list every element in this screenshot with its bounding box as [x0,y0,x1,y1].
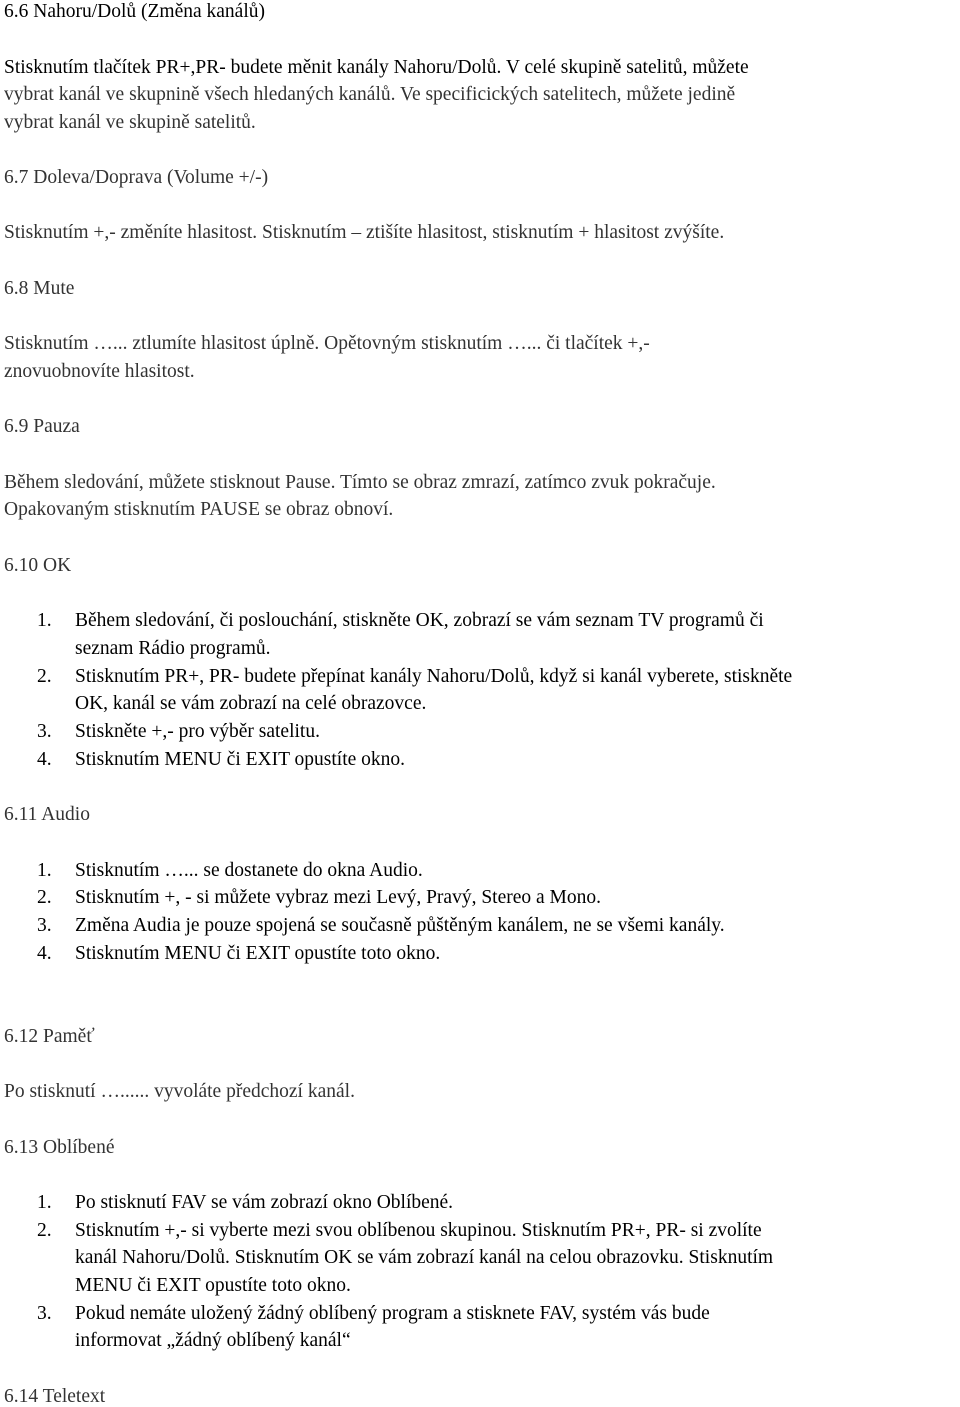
list-item-number: 2. [37,887,52,908]
paragraph-6-12-line-1: Po stisknutí …...... vyvoláte předchozí kanál. [4,1081,355,1102]
list-item-number: 1. [37,1192,52,1213]
list-item-number: 3. [37,1303,52,1324]
list-item-text: kanál Nahoru/Dolů. Stisknutím OK se vám zobrazí kanál na celou obrazovku. Stisknutím [75,1247,774,1268]
heading-6-12: 6.12 Paměť [4,1026,95,1047]
paragraph-6-9-line-1: Během sledování, můžete stisknout Pause. Tímto se obraz zmrazí, zatímco zvuk pokračuje. [4,472,716,493]
list-item-text: seznam Rádio programů. [75,638,271,659]
paragraph-6-8-line-2: znovuobnovíte hlasitost. [4,361,195,382]
list-item-number: 3. [37,915,52,936]
list-item-number: 2. [37,666,52,687]
list-item-number: 4. [37,749,52,770]
heading-6-11: 6.11 Audio [4,804,90,825]
list-item-text: Stiskněte +,- pro výběr satelitu. [75,721,320,742]
list-item-text: Po stisknutí FAV se vám zobrazí okno Oblíbené. [75,1192,454,1213]
list-item-text: Změna Audia je pouze spojená se současně půštěným kanálem, ne se všemi kanály. [75,915,725,936]
list-item-text: OK, kanál se vám zobrazí na celé obrazovce. [75,693,427,714]
heading-6-10: 6.10 OK [4,555,72,576]
list-item-number: 4. [37,943,52,964]
list-item-text: Stisknutím MENU či EXIT opustíte okno. [75,749,406,770]
list-item-text: Stisknutím +, - si můžete vybraz mezi Levý, Pravý, Stereo a Mono. [75,887,602,908]
list-item-number: 3. [37,721,52,742]
heading-6-8: 6.8 Mute [4,278,75,299]
heading-6-7: 6.7 Doleva/Doprava (Volume +/-) [4,167,269,188]
heading-6-9: 6.9 Pauza [4,416,80,437]
list-item-text: Stisknutím +,- si vyberte mezi svou oblíbenou skupinou. Stisknutím PR+, PR- si zvolíte [75,1220,762,1241]
list-item-text: Pokud nemáte uložený žádný oblíbený program a stisknete FAV, systém vás bude [75,1303,710,1324]
list-item-text: Stisknutím …... se dostanete do okna Audio. [75,860,423,881]
heading-6-14: 6.14 Teletext [4,1386,106,1407]
list-item-number: 1. [37,610,52,631]
heading-6-6: 6.6 Nahoru/Dolů (Změna kanálů) [4,1,266,22]
list-item-number: 2. [37,1220,52,1241]
paragraph-6-6-line-3: vybrat kanál ve skupině satelitů. [4,112,256,133]
list-item-number: 1. [37,860,52,881]
paragraph-6-9-line-2: Opakovaným stisknutím PAUSE se obraz obnoví. [4,499,394,520]
paragraph-6-7-line-1: Stisknutím +,- změníte hlasitost. Stisknutím – ztišíte hlasitost, stisknutím + hlasitost zvýšíte. [4,222,725,243]
paragraph-6-6-line-2: vybrat kanál ve skupnině všech hledaných kanálů. Ve specificických satelitech, můžete jedině [4,84,736,105]
paragraph-6-8-line-1: Stisknutím …... ztlumíte hlasitost úplně. Opětovným stisknutím …... či tlačítek +,- [4,333,650,354]
paragraph-6-6-line-1: Stisknutím tlačítek PR+,PR- budete měnit kanály Nahoru/Dolů. V celé skupině satelitů, můžete [4,57,749,78]
list-item-text: Stisknutím MENU či EXIT opustíte toto okno. [75,943,441,964]
heading-6-13: 6.13 Oblíbené [4,1137,115,1158]
list-item-text: Stisknutím PR+, PR- budete přepínat kanály Nahoru/Dolů, když si kanál vyberete, stiskněte [75,666,793,687]
list-item-text: informovat „žádný oblíbený kanál“ [75,1330,351,1351]
list-item-text: MENU či EXIT opustíte toto okno. [75,1275,351,1296]
list-item-text: Během sledování, či poslouchání, stiskněte OK, zobrazí se vám seznam TV programů či [75,610,764,631]
